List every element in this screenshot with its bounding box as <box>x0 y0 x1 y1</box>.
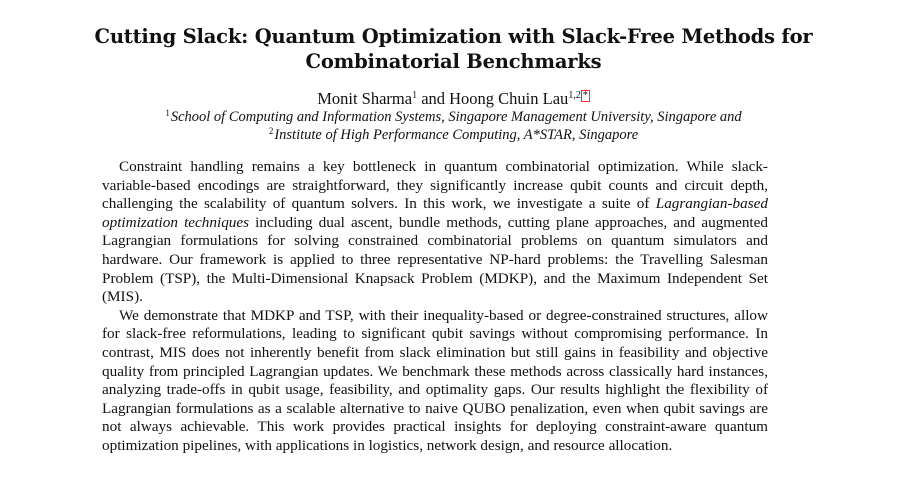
abstract-paragraph <box>102 158 768 307</box>
author-affiliation-mark: 1 <box>412 90 418 101</box>
abstract-text: We demonstrate that MDKP and TSP, with their inequality-based or degree-constrained structures, allow for slack-free reformulations, leading to significant qubit savings without compromising performance. In contrast, MIS does not inherently benefit from slack elimination but still gains in feasibility and objective quality from principled Lagrangian updates. We benchmark these methods across classically hard instances, analyzing trade-offs in qubit usage, feasibility, and optimality gaps. Our results highlight the flexibility of Lagrangian formulations as a scalable alternative to naive QUBO penalization, even when qubit savings are not always achievable. This work provides practical insights for deploying constraint-aware quantum optimization pipelines, with applications in logistics, network design, and resource allocation. <box>102 306 768 454</box>
affiliation-text: School of Computing and Information Systems, Singapore Management University, Singapore and <box>170 109 742 125</box>
abstract-text: including dual ascent, bundle methods, cutting plane approaches, and augmented Lagrangian formulations for solving constrained combinatorial problems on quantum simulators and hardware. Our framework is applied to three representative NP-hard problems: the Travelling Salesman Problem (TSP), the Multi-Dimensional Knapsack Problem (MDKP), and the Maximum Independent Set (MIS). <box>102 213 768 306</box>
author-affiliation-mark: 1,2 <box>568 90 581 101</box>
affiliation-number: 2 <box>268 126 274 136</box>
corresponding-author-link[interactable]: * <box>582 90 588 101</box>
author-separator: and <box>421 89 446 108</box>
abstract-text: Constraint handling remains a key bottleneck in quantum combinatorial optimization. While slack-variable-based encodings are straightforward, they significantly increase qubit counts and circuit depth, challenging the scalability of quantum solvers. In this work, we investigate a suite of <box>102 158 768 213</box>
affiliation <box>0 126 907 144</box>
author-line <box>0 90 907 108</box>
paper-title: Cutting Slack: Quantum Optimization with Slack-Free Methods for Combinatorial Benchmarks <box>94 25 813 73</box>
abstract <box>102 158 768 456</box>
abstract-emphasis: Lagrangian-based optimization techniques <box>102 195 768 231</box>
author-name: Monit Sharma <box>317 89 413 108</box>
author-name: Hoong Chuin Lau <box>449 89 569 108</box>
affiliation-number: 1 <box>165 108 170 118</box>
affiliation-text: Institute of High Performance Computing, A*STAR, Singapore <box>274 127 639 143</box>
affiliation <box>0 108 907 126</box>
abstract-paragraph <box>102 307 768 456</box>
